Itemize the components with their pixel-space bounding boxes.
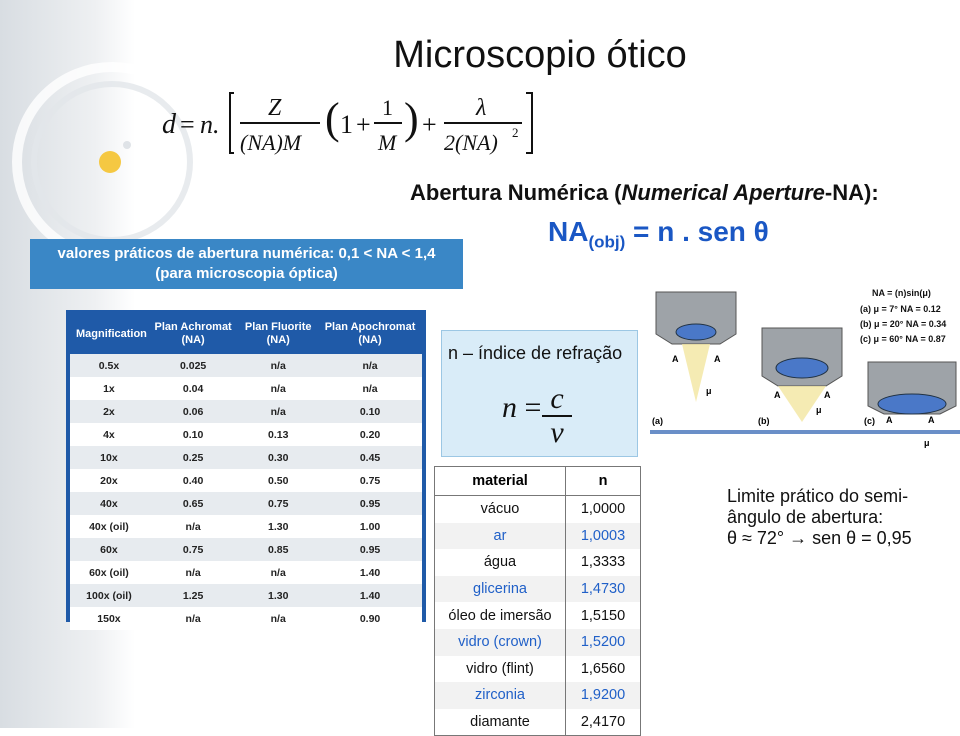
svg-text:λ: λ <box>476 95 487 121</box>
page-title: Microscopio ótico <box>393 34 687 76</box>
svg-text:(a): (a) <box>652 416 663 426</box>
table-row <box>70 584 422 607</box>
refraction-index-cell: 2,4170 <box>580 714 626 731</box>
table-row <box>70 492 422 515</box>
limit-line-3: θ ≈ 72° → sen θ = 0,95 <box>727 528 912 548</box>
table-header-material: material <box>435 467 566 496</box>
table-cell: 1.30 <box>238 515 318 538</box>
material-name-cell: vidro (crown) <box>435 629 566 656</box>
table-row <box>70 446 422 469</box>
svg-text:μ: μ <box>706 386 712 396</box>
table-cell: 1.40 <box>318 561 422 584</box>
table-cell: 4x <box>70 423 148 446</box>
table-cell: 0.85 <box>238 538 318 561</box>
table-row <box>435 629 641 656</box>
table-cell: 0.75 <box>318 469 422 492</box>
refraction-index-cell: 1,5150 <box>580 607 626 624</box>
table-cell: 0.75 <box>238 492 318 515</box>
svg-text:(: ( <box>325 94 340 143</box>
refraction-fraction: c v <box>542 383 572 449</box>
refraction-index-cell: 1,9200 <box>566 682 641 709</box>
table-cell: n/a <box>238 400 318 423</box>
limit-line-2: ângulo de abertura: <box>727 507 884 527</box>
svg-text:A: A <box>672 354 679 364</box>
table-cell: 0.40 <box>148 469 238 492</box>
table-cell: 1x <box>70 377 148 400</box>
table-header-cell: Plan Apochromat (NA) <box>318 314 422 354</box>
refraction-index-cell: 1,0003 <box>566 523 641 550</box>
table-header-cell: Magnification <box>70 314 148 354</box>
refraction-index-box <box>441 330 638 457</box>
refraction-index-label: n – índice de refração <box>448 343 623 363</box>
svg-text:(c) μ = 60° NA = 0.87: (c) μ = 60° NA = 0.87 <box>860 334 946 344</box>
magnification-table-panel <box>66 310 426 625</box>
svg-text:(b): (b) <box>758 416 770 426</box>
table-cell: 60x <box>70 538 148 561</box>
material-name-cell: óleo de imersão <box>435 602 566 629</box>
table-cell: 0.75 <box>148 538 238 561</box>
table-cell: 0.45 <box>318 446 422 469</box>
svg-text:2: 2 <box>512 125 519 140</box>
material-name-cell: água <box>435 549 566 576</box>
table-cell: 1.30 <box>238 584 318 607</box>
svg-text:(NA)M: (NA)M <box>240 130 302 155</box>
material-name-cell: zirconia <box>435 682 566 709</box>
svg-text:(b) μ = 20° NA = 0.34: (b) μ = 20° NA = 0.34 <box>860 319 947 329</box>
svg-text:=: = <box>180 110 195 139</box>
table-cell: 0.04 <box>148 377 238 400</box>
table-cell: n/a <box>318 354 422 377</box>
table-row <box>70 561 422 584</box>
table-cell: n/a <box>148 515 238 538</box>
distance-formula <box>160 85 540 160</box>
table-row <box>70 515 422 538</box>
table-row <box>70 423 422 446</box>
range-context-line: (para microscopia óptica) <box>155 265 338 282</box>
table-cell: n/a <box>238 354 318 377</box>
refraction-index-cell: 1,5200 <box>566 629 641 656</box>
table-cell: 2x <box>70 400 148 423</box>
table-cell: 40x (oil) <box>70 515 148 538</box>
objective-c <box>864 362 956 448</box>
table-cell: 0.025 <box>148 354 238 377</box>
refraction-index-cell: 1,0000 <box>580 501 626 518</box>
svg-text:2(NA): 2(NA) <box>444 130 498 155</box>
table-cell: n/a <box>318 377 422 400</box>
table-row <box>435 709 641 736</box>
svg-text:A: A <box>824 390 831 400</box>
numerical-aperture-range-note <box>30 239 463 289</box>
table-header-n: n <box>566 467 641 496</box>
svg-text:(a) μ = 7° NA = 0.12: (a) μ = 7° NA = 0.12 <box>860 304 941 314</box>
table-cell: 0.30 <box>238 446 318 469</box>
table-cell: 20x <box>70 469 148 492</box>
table-header-row <box>70 314 422 354</box>
table-cell: 1.00 <box>318 515 422 538</box>
svg-text:1: 1 <box>382 95 393 120</box>
magnification-table <box>70 314 422 630</box>
refraction-index-cell: 1,6560 <box>580 660 626 677</box>
svg-text:d: d <box>162 109 176 140</box>
table-cell: 0.65 <box>148 492 238 515</box>
svg-text:1: 1 <box>340 110 353 139</box>
table-row <box>435 523 641 550</box>
materials-table <box>434 466 641 736</box>
table-row <box>70 400 422 423</box>
table-cell: n/a <box>238 607 318 630</box>
table-cell: 0.5x <box>70 354 148 377</box>
material-name-cell: vácuo <box>435 496 566 523</box>
aperture-limit-note <box>727 486 912 549</box>
na-heading: Abertura Numérica (Numerical Aperture-NA): <box>410 180 879 205</box>
table-row <box>70 607 422 630</box>
table-cell: 100x (oil) <box>70 584 148 607</box>
svg-text:A: A <box>928 415 935 425</box>
svg-text:Z: Z <box>268 95 282 121</box>
table-row <box>70 377 422 400</box>
material-name-cell: diamante <box>435 709 566 736</box>
svg-text:): ) <box>404 94 419 143</box>
range-line: valores práticos de abertura numérica: 0,1 < NA < 1,4 <box>57 245 436 262</box>
table-row <box>435 682 641 709</box>
table-cell: 0.10 <box>318 400 422 423</box>
table-cell: 0.95 <box>318 492 422 515</box>
svg-text:μ: μ <box>816 405 822 415</box>
refraction-index-cell: 1,4730 <box>566 576 641 603</box>
na-formula: $NA_{(obj)} = n$ . sen θ <box>548 216 769 252</box>
table-header-cell: Plan Fluorite (NA) <box>238 314 318 354</box>
table-cell: 60x (oil) <box>70 561 148 584</box>
svg-text:μ: μ <box>924 438 930 448</box>
material-name-cell: vidro (flint) <box>435 656 566 683</box>
table-cell: 0.50 <box>238 469 318 492</box>
table-cell: n/a <box>238 377 318 400</box>
svg-text:+: + <box>356 110 371 139</box>
table-cell: 0.10 <box>148 423 238 446</box>
objective-b <box>758 328 842 426</box>
table-header-cell: Plan Achromat (NA) <box>148 314 238 354</box>
table-row <box>435 496 641 523</box>
table-row <box>435 576 641 603</box>
svg-text:A: A <box>774 390 781 400</box>
table-row <box>70 469 422 492</box>
table-cell: 0.20 <box>318 423 422 446</box>
objective-aperture-illustration <box>650 282 960 452</box>
table-row <box>70 354 422 377</box>
table-cell: 1.40 <box>318 584 422 607</box>
table-cell: 0.13 <box>238 423 318 446</box>
svg-text:n.: n. <box>200 110 220 139</box>
table-cell: 1.25 <box>148 584 238 607</box>
table-row <box>435 656 641 683</box>
table-cell: 0.90 <box>318 607 422 630</box>
table-cell: 0.06 <box>148 400 238 423</box>
refraction-index-cell: 1,3333 <box>580 554 626 571</box>
limit-line-1: Limite prático do semi- <box>727 486 909 506</box>
table-row <box>70 538 422 561</box>
material-name-cell: ar <box>435 523 566 550</box>
table-cell: 0.95 <box>318 538 422 561</box>
table-cell: 0.25 <box>148 446 238 469</box>
svg-text:NA = (n)sin(μ): NA = (n)sin(μ) <box>872 288 931 298</box>
table-cell: n/a <box>148 607 238 630</box>
svg-text:+: + <box>422 110 437 139</box>
table-row <box>435 549 641 576</box>
svg-text:(c): (c) <box>864 416 875 426</box>
svg-text:A: A <box>714 354 721 364</box>
table-cell: n/a <box>238 561 318 584</box>
material-name-cell: glicerina <box>435 576 566 603</box>
objective-a <box>652 292 736 426</box>
table-row <box>435 602 641 629</box>
table-cell: 150x <box>70 607 148 630</box>
svg-text:A: A <box>886 415 893 425</box>
table-cell: 40x <box>70 492 148 515</box>
refraction-equation-lhs: n = <box>502 391 542 424</box>
table-cell: n/a <box>148 561 238 584</box>
table-cell: 10x <box>70 446 148 469</box>
svg-text:M: M <box>378 130 397 155</box>
